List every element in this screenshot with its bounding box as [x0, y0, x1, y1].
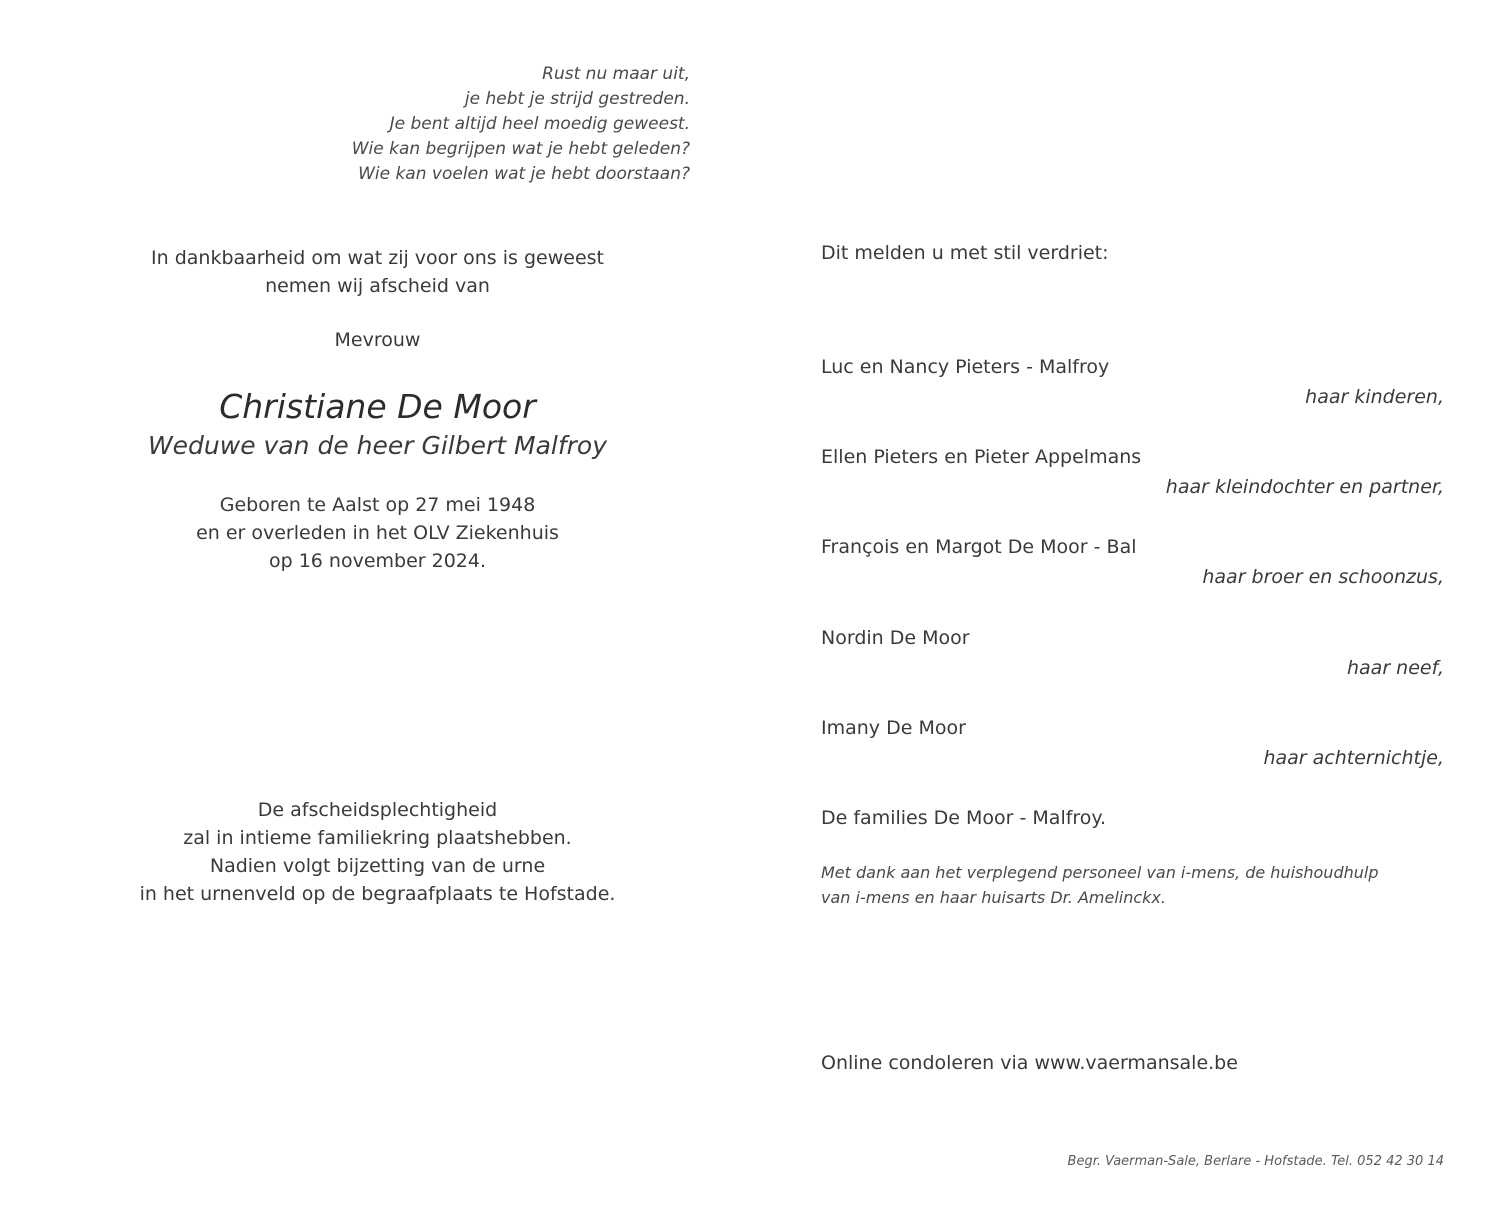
- family-entry: [821, 715, 1444, 771]
- intro-line: In dankbaarheid om wat zij voor ons is geweest: [151, 247, 604, 269]
- ceremony-info: [100, 796, 655, 908]
- birth-death-info: [100, 491, 655, 575]
- announcement: Dit melden u met stil verdriet:: [821, 242, 1109, 264]
- deceased-name: Christiane De Moor: [219, 387, 536, 426]
- family-name: Luc en Nancy Pieters - Malfroy: [821, 356, 1110, 378]
- family-name: Nordin De Moor: [821, 627, 970, 649]
- family-entry: [821, 805, 1444, 831]
- ceremony-line: zal in intieme familiekring plaatshebben.: [183, 827, 572, 849]
- family-name: Imany De Moor: [821, 717, 966, 739]
- poem-line: Wie kan begrijpen wat je hebt geleden?: [351, 139, 690, 159]
- intro-line: nemen wij afscheid van: [265, 275, 490, 297]
- family-name: De families De Moor - Malfroy.: [821, 807, 1107, 829]
- family-relation: haar neef,: [1347, 657, 1444, 679]
- family-entry: [821, 534, 1444, 590]
- ceremony-line: Nadien volgt bijzetting van de urne: [209, 855, 546, 877]
- family-entry: [821, 625, 1444, 681]
- death-date-line: op 16 november 2024.: [268, 550, 487, 572]
- family-entry: [821, 354, 1444, 410]
- poem: [300, 62, 690, 187]
- birth-line: Geboren te Aalst op 27 mei 1948: [219, 494, 536, 516]
- family-relation: haar kinderen,: [1305, 386, 1444, 408]
- poem-line: je hebt je strijd gestreden.: [464, 89, 690, 109]
- family-relation: haar kleindochter en partner,: [1165, 476, 1444, 498]
- deceased-title: Mevrouw: [334, 329, 421, 351]
- ceremony-line: in het urnenveld op de begraafplaats te Hofstade.: [139, 883, 616, 905]
- thanks-line: Met dank aan het verplegend personeel van i-mens, de huishoudhulp: [821, 863, 1379, 882]
- poem-line: Je bent altijd heel moedig geweest.: [389, 114, 690, 134]
- footer-funeral-home: Begr. Vaerman-Sale, Berlare - Hofstade. Tel. 052 42 30 14: [1067, 1154, 1444, 1169]
- family-name: Ellen Pieters en Pieter Appelmans: [821, 446, 1142, 468]
- thanks-line: van i-mens en haar huisarts Dr. Amelinckx.: [821, 888, 1166, 907]
- death-line: en er overleden in het OLV Ziekenhuis: [196, 522, 559, 544]
- family-name: François en Margot De Moor - Bal: [821, 536, 1137, 558]
- poem-line: Wie kan voelen wat je hebt doorstaan?: [358, 164, 690, 184]
- thanks-note: [821, 860, 1421, 910]
- family-entry: [821, 444, 1444, 500]
- family-relation: haar achternichtje,: [1263, 747, 1444, 769]
- online-condolence: Online condoleren via www.vaermansale.be: [821, 1052, 1238, 1074]
- intro-text: [100, 244, 655, 300]
- ceremony-line: De afscheidsplechtigheid: [257, 799, 498, 821]
- widow-of: Weduwe van de heer Gilbert Malfroy: [147, 431, 608, 460]
- poem-line: Rust nu maar uit,: [542, 64, 690, 84]
- family-relation: haar broer en schoonzus,: [1202, 566, 1444, 588]
